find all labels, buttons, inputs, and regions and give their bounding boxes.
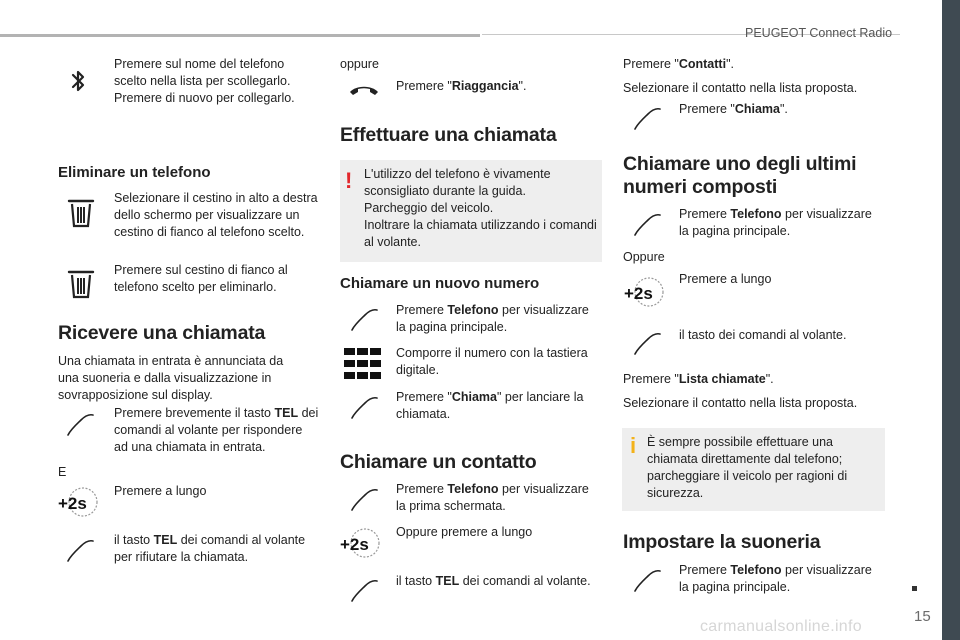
press-touch-icon	[66, 538, 96, 564]
delete-step-2: Premere sul cestino di fianco al telefono scelto per eliminarlo.	[114, 263, 288, 294]
watermark: carmanualsonline.info	[700, 618, 862, 635]
ringtone-step-1: Premere Telefono per visualizzare la pagina principale.	[679, 563, 872, 594]
press-touch-icon	[350, 395, 380, 421]
press-long-label: Premere a lungo	[114, 484, 207, 498]
top-rule	[0, 34, 480, 37]
contact-step-3: il tasto TEL dei comandi al volante.	[396, 574, 591, 588]
warning-icon: !	[345, 168, 353, 193]
svg-text:+2s: +2s	[624, 284, 653, 303]
trash-icon	[67, 268, 95, 300]
long-press-2s-icon	[622, 276, 668, 310]
side-tab-strip	[942, 0, 960, 640]
heading-ringtone: Impostare la suoneria	[623, 531, 821, 553]
hangup-phone-icon	[348, 82, 380, 98]
press-touch-icon	[66, 412, 96, 438]
conjunction-oppure: oppure	[340, 57, 379, 71]
call-list-step: Premere "Lista chiamate".	[623, 372, 774, 386]
long-press-2s-icon	[338, 527, 384, 561]
press-touch-icon	[350, 578, 380, 604]
page-marker	[912, 586, 917, 591]
bluetooth-instruction: Premere sul nome del telefono scelto nella lista per scollegarlo. Premere di nuovo per collegarlo.	[114, 57, 295, 105]
heading-call-contact: Chiamare un contatto	[340, 451, 537, 473]
heading-delete-phone: Eliminare un telefono	[58, 164, 211, 181]
conjunction-oppure-2: Oppure	[623, 250, 665, 264]
new-number-step-2: Comporre il numero con la tastiera digitale.	[396, 346, 588, 377]
contacts-step: Premere "Contatti".	[623, 57, 734, 71]
svg-text:+2s: +2s	[340, 535, 369, 554]
info-text: È sempre possibile effettuare una chiamata direttamente dal telefono; parcheggiare il veicolo per ragioni di sicurezza.	[647, 435, 848, 500]
reject-step: il tasto TEL dei comandi al volante per rifiutare la chiamata.	[114, 533, 306, 564]
heading-new-number: Chiamare un nuovo numero	[340, 275, 540, 292]
heading-receive-call: Ricevere una chiamata	[58, 322, 266, 344]
contact-step-1: Premere Telefono per visualizzare la prima schermata.	[396, 482, 589, 513]
press-touch-icon	[633, 106, 663, 132]
page-number: 15	[914, 608, 931, 625]
keypad-icon	[344, 348, 382, 380]
hangup-step: Premere "Riaggancia".	[396, 79, 527, 93]
delete-step-1: Selezionare il cestino in alto a destra dello schermo per visualizzare un cestino di fianco al telefono scelto.	[114, 191, 318, 239]
warning-text: L'utilizzo del telefono è vivamente sconsigliato durante la guida. Parcheggio del veicolo. Inoltrare la chiamata utilizzando i comandi al volante.	[364, 167, 597, 249]
chiama-step: Premere "Chiama".	[679, 102, 788, 116]
new-number-step-3: Premere "Chiama" per lanciare la chiamata.	[396, 390, 584, 421]
conjunction-e: E	[58, 465, 67, 479]
info-icon: i	[630, 433, 637, 458]
bluetooth-icon	[70, 68, 86, 94]
press-touch-icon	[350, 487, 380, 513]
recent-tel-text: il tasto dei comandi al volante.	[679, 328, 847, 342]
recent-step-1: Premere Telefono per visualizzare la pagina principale.	[679, 207, 872, 238]
receive-intro: Una chiamata in entrata è annunciata da una suoneria e dalla visualizzazione in sovrapposizione sul display.	[58, 354, 284, 402]
press-long-label-2: Premere a lungo	[679, 272, 772, 286]
long-press-2s-icon	[56, 486, 102, 520]
press-touch-icon	[633, 331, 663, 357]
receive-step: Premere brevemente il tasto TEL dei comandi al volante per rispondere ad una chiamata in entrata.	[114, 406, 319, 454]
select-contact-text: Selezionare il contatto nella lista proposta.	[623, 81, 858, 95]
press-touch-icon	[350, 307, 380, 333]
trash-icon	[67, 197, 95, 229]
press-touch-icon	[633, 568, 663, 594]
heading-make-call: Effettuare una chiamata	[340, 124, 557, 146]
press-touch-icon	[633, 212, 663, 238]
new-number-step-1: Premere Telefono per visualizzare la pagina principale.	[396, 303, 589, 334]
select-contact-text-2: Selezionare il contatto nella lista proposta.	[623, 396, 858, 410]
svg-text:+2s: +2s	[58, 494, 87, 513]
heading-recent-numbers: Chiamare uno degli ultimi numeri composti	[623, 153, 857, 198]
page-header-title: PEUGEOT Connect Radio	[745, 26, 893, 40]
contact-step-2: Oppure premere a lungo	[396, 525, 533, 539]
